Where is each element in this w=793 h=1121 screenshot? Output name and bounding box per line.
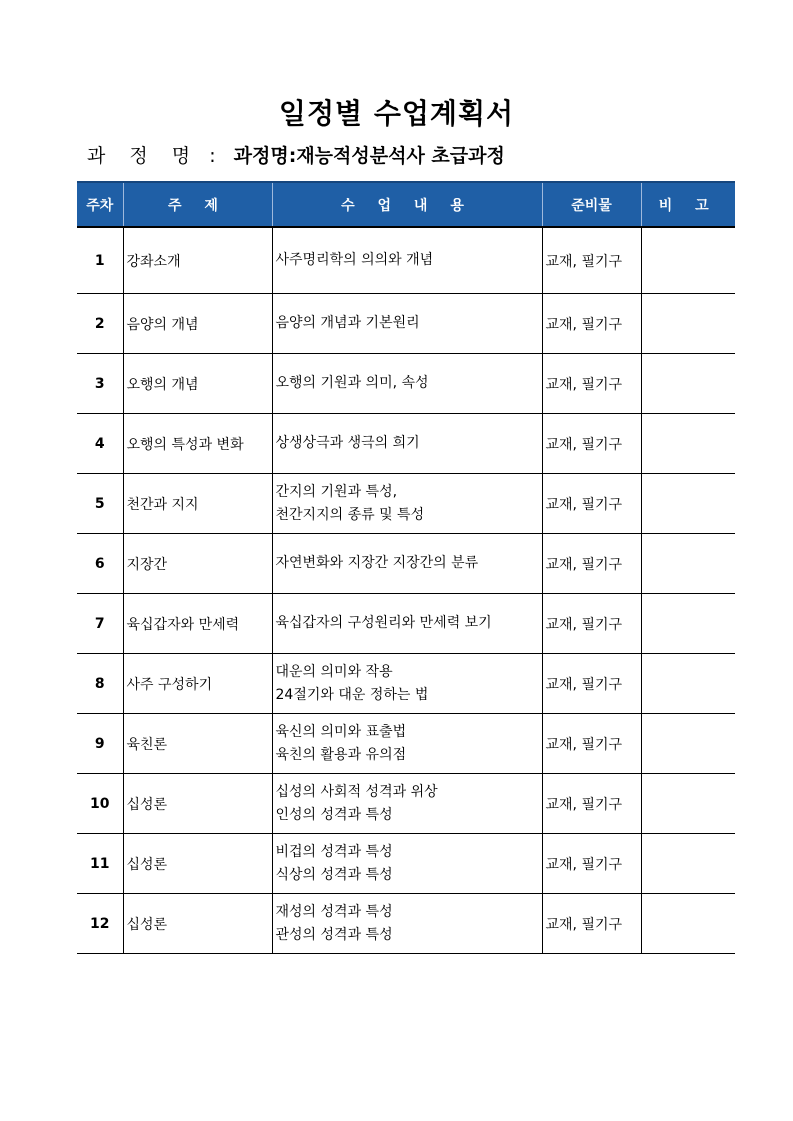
notes-cell	[641, 227, 735, 294]
content-cell	[272, 534, 542, 594]
table-header-row	[77, 182, 735, 227]
course-label: 과 정 명	[87, 145, 200, 167]
content-line: 육친의 활용과 유의점	[275, 746, 407, 763]
topic-cell: 육십갑자와 만세력	[123, 594, 272, 654]
header-notes: 비 고	[641, 182, 735, 227]
content-line: 상생상극과 생극의 희기	[275, 435, 420, 451]
table-row	[77, 354, 735, 414]
week-cell: 8	[77, 654, 123, 714]
notes-cell	[641, 474, 735, 534]
content-line: 재성의 성격과 특성	[275, 903, 393, 920]
topic-cell: 십성론	[123, 774, 272, 834]
header-topic: 주 제	[123, 182, 272, 227]
table-row	[77, 474, 735, 534]
table-row	[77, 894, 735, 954]
week-cell: 7	[77, 594, 123, 654]
content-line: 자연변화와 지장간 지장간의 분류	[275, 555, 479, 571]
notes-cell	[641, 774, 735, 834]
content-cell	[272, 894, 542, 954]
content-line: 간지의 기원과 특성,	[275, 483, 398, 500]
week-cell: 3	[77, 354, 123, 414]
table-row	[77, 834, 735, 894]
materials-cell: 교재, 필기구	[542, 294, 641, 354]
materials-cell: 교재, 필기구	[542, 474, 641, 534]
content-cell	[272, 414, 542, 474]
topic-cell: 천간과 지지	[123, 474, 272, 534]
table-row	[77, 774, 735, 834]
course-colon: :	[209, 145, 216, 167]
topic-cell: 십성론	[123, 894, 272, 954]
content-cell	[272, 474, 542, 534]
content-cell	[272, 594, 542, 654]
week-cell: 4	[77, 414, 123, 474]
topic-cell: 음양의 개념	[123, 294, 272, 354]
materials-cell: 교재, 필기구	[542, 414, 641, 474]
table-row	[77, 594, 735, 654]
topic-cell: 오행의 개념	[123, 354, 272, 414]
notes-cell	[641, 534, 735, 594]
materials-cell: 교재, 필기구	[542, 714, 641, 774]
course-name-line	[87, 141, 505, 168]
topic-cell: 지장간	[123, 534, 272, 594]
materials-cell: 교재, 필기구	[542, 834, 641, 894]
week-cell: 6	[77, 534, 123, 594]
notes-cell	[641, 414, 735, 474]
notes-cell	[641, 894, 735, 954]
week-cell: 12	[77, 894, 123, 954]
week-cell: 2	[77, 294, 123, 354]
content-line: 십성의 사회적 성격과 위상	[275, 783, 438, 800]
table-row	[77, 654, 735, 714]
topic-cell: 십성론	[123, 834, 272, 894]
header-week: 주차	[77, 182, 123, 227]
content-line: 식상의 성격과 특성	[275, 866, 393, 883]
notes-cell	[641, 654, 735, 714]
table-row	[77, 714, 735, 774]
header-materials: 준비물	[542, 182, 641, 227]
content-cell	[272, 654, 542, 714]
table-row	[77, 294, 735, 354]
content-cell	[272, 227, 542, 294]
content-line: 인성의 성격과 특성	[275, 806, 393, 823]
table-row	[77, 534, 735, 594]
content-cell	[272, 834, 542, 894]
materials-cell: 교재, 필기구	[542, 534, 641, 594]
topic-cell: 사주 구성하기	[123, 654, 272, 714]
notes-cell	[641, 354, 735, 414]
week-cell: 5	[77, 474, 123, 534]
content-cell	[272, 714, 542, 774]
materials-cell: 교재, 필기구	[542, 894, 641, 954]
week-cell: 11	[77, 834, 123, 894]
week-cell: 10	[77, 774, 123, 834]
content-line: 사주명리학의 의의와 개념	[275, 252, 434, 268]
notes-cell	[641, 294, 735, 354]
content-line: 비겁의 성격과 특성	[275, 843, 393, 860]
content-line: 육신의 의미와 표출법	[275, 723, 407, 740]
materials-cell: 교재, 필기구	[542, 227, 641, 294]
content-line: 24절기와 대운 정하는 법	[275, 686, 429, 703]
header-content: 수 업 내 용	[272, 182, 542, 227]
course-value: 과정명:재능적성분석사 초급과정	[233, 145, 505, 167]
week-cell: 9	[77, 714, 123, 774]
notes-cell	[641, 594, 735, 654]
content-cell	[272, 294, 542, 354]
week-cell: 1	[77, 227, 123, 294]
content-cell	[272, 354, 542, 414]
content-line: 육십갑자의 구성원리와 만세력 보기	[275, 615, 492, 631]
content-line: 관성의 성격과 특성	[275, 926, 393, 943]
topic-cell: 오행의 특성과 변화	[123, 414, 272, 474]
schedule-table	[77, 181, 735, 954]
content-line: 음양의 개념과 기본원리	[275, 315, 420, 331]
materials-cell: 교재, 필기구	[542, 654, 641, 714]
topic-cell: 육친론	[123, 714, 272, 774]
materials-cell: 교재, 필기구	[542, 774, 641, 834]
page-title: 일정별 수업계획서	[278, 97, 515, 130]
materials-cell: 교재, 필기구	[542, 354, 641, 414]
content-line: 오행의 기원과 의미, 속성	[275, 375, 429, 391]
materials-cell: 교재, 필기구	[542, 594, 641, 654]
content-cell	[272, 774, 542, 834]
table-row	[77, 227, 735, 294]
notes-cell	[641, 834, 735, 894]
content-line: 대운의 의미와 작용	[275, 663, 393, 680]
topic-cell: 강좌소개	[123, 227, 272, 294]
table-row	[77, 414, 735, 474]
content-line: 천간지지의 종류 및 특성	[275, 506, 425, 523]
notes-cell	[641, 714, 735, 774]
